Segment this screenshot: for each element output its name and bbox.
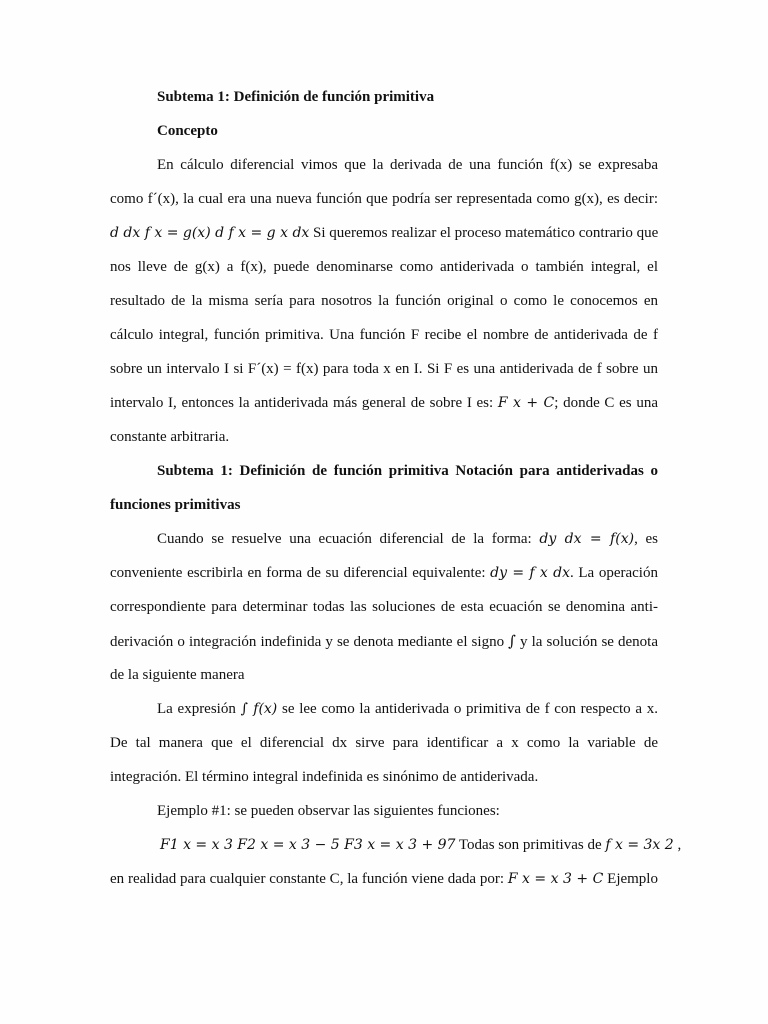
text-span: , es [634,531,658,547]
math-expression: 𝐹 𝑥 = 𝑥 3 + 𝐶 [507,871,604,887]
text-line: correspondiente para determinar todas las soluciones de esta ecuación se denomina anti- [110,599,658,615]
text-line [110,624,658,658]
text-span: derivación o integración indefinida y se denota mediante el signo [110,634,509,650]
math-expression: ∫ 𝑓(𝑥) [240,701,278,717]
text-line [110,862,658,896]
text-span: La expresión [157,701,241,717]
paragraph-concepto [110,148,658,454]
text-line [110,522,658,556]
text-line: sobre un intervalo I si F´(x) = f(x) para toda x en I. Si F es una antiderivada de f sobre un [110,361,658,377]
heading-subtema-1: Subtema 1: Definición de función primitiva [157,89,435,105]
text-line [110,828,682,862]
example-intro: Ejemplo #1: se pueden observar las siguientes funciones: [157,803,500,819]
integral-symbol: ∫ [508,632,516,650]
text-line [110,556,658,590]
text-span: conveniente escribirla en forma de su diferencial equivalente: [110,565,491,581]
text-line: nos lleve de g(x) a f(x), puede denominarse como antiderivada o también integral, el [110,259,658,275]
text-line: cálculo integral, función primitiva. Una función F recibe el nombre de antiderivada de f [110,327,658,343]
heading-notacion-cont: funciones primitivas [110,497,241,513]
text-span: Si queremos realizar el proceso matemático contrario que [309,225,659,241]
heading-notacion: Subtema 1: Definición de función primitiva Notación para antiderivadas o [157,463,658,479]
text-line: De tal manera que el diferencial dx sirve para identificar a x como la variable de [110,735,658,751]
text-span: . La operación [570,565,658,581]
text-span: , [673,837,682,853]
text-line: como f´(x), la cual era una nueva función que podría ser representada como g(x), es decir: [110,191,658,207]
text-line: de la siguiente manera [110,667,245,683]
text-span: Ejemplo [603,871,658,887]
math-expression: 𝑓 𝑥 = 3𝑥 2 [605,837,674,853]
paragraph-expresion [110,692,658,794]
math-expression: 𝑑 𝑑𝑥 𝑓 𝑥 = 𝑔(𝑥) 𝑑 𝑓 𝑥 = 𝑔 𝑥 𝑑𝑥 [110,225,310,241]
text-line: integración. El término integral indefinida es sinónimo de antiderivada. [110,769,539,785]
text-line [110,386,658,420]
text-line: constante arbitraria. [110,429,230,445]
text-line: En cálculo diferencial vimos que la derivada de una función f(x) se expresaba [157,157,658,173]
math-expression: 𝐹 𝑥 + 𝐶 [497,395,555,411]
math-expression: 𝐹1 𝑥 = 𝑥 3 𝐹2 𝑥 = 𝑥 3 − 5 𝐹3 𝑥 = 𝑥 3 + 97 [160,837,456,853]
text-line [110,692,658,726]
text-span: Cuando se resuelve una ecuación diferencial de la forma: [157,531,540,547]
math-expression: 𝑑𝑦 𝑑𝑥 = 𝑓(𝑥) [539,531,635,547]
text-span: intervalo I, entonces la antiderivada más general de sobre I es: [110,395,498,411]
math-expression: 𝑑𝑦 = 𝑓 𝑥 𝑑𝑥 [490,565,571,581]
text-span: y la solución se denota [515,634,659,650]
document-body [110,80,682,896]
text-span: Todas son primitivas de [455,837,606,853]
text-line [110,216,658,250]
text-line: resultado de la misma sería para nosotros la función original o como le conocemos en [110,293,658,309]
text-span: en realidad para cualquier constante C, la función viene dada por: [110,871,508,887]
text-span: ; donde C es una [554,395,659,411]
paragraph-notacion [110,522,658,692]
text-span: se lee como la antiderivada o primitiva de f con respecto a x. [277,701,658,717]
heading-concepto: Concepto [157,123,218,139]
paragraph-ejemplo [110,828,682,896]
